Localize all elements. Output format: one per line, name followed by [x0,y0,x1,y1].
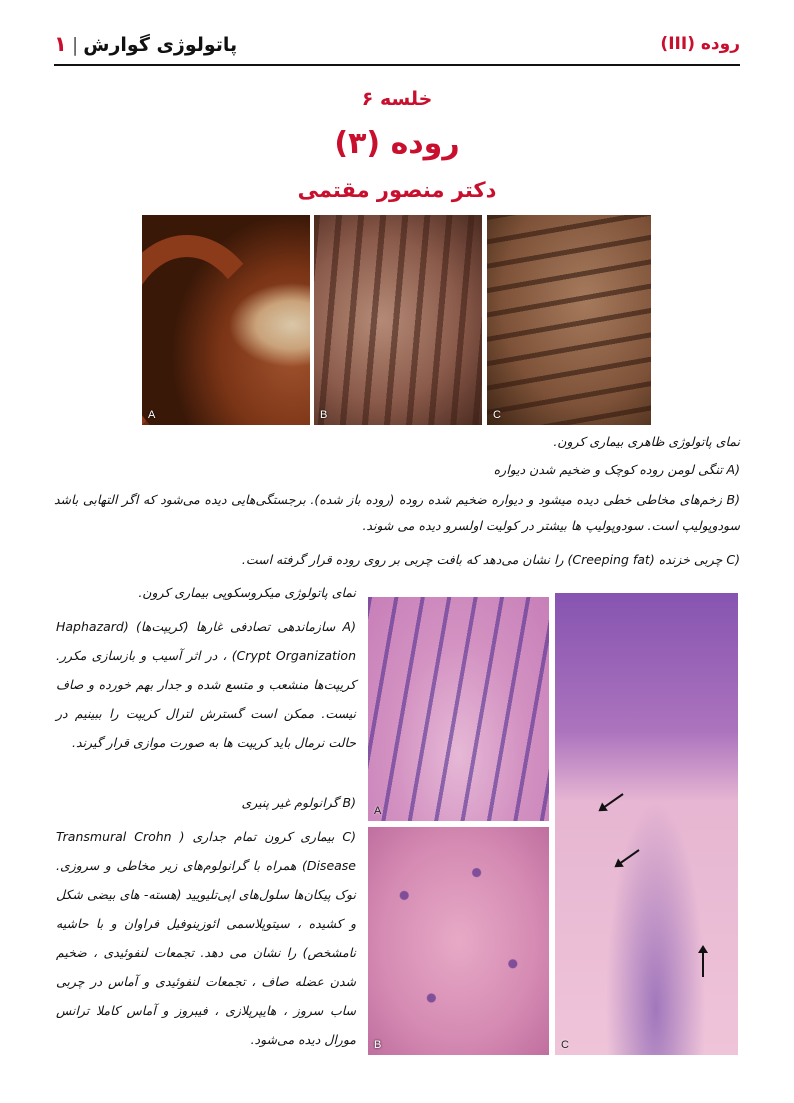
histology-photo-c [555,593,738,1055]
macro-caption-b: (B زخم‌های مخاطی خطی دیده میشود و دیواره ضخیم شده روده (روده باز شده). برجستگی‌هایی دیده می‌شود که اگر التهابی باشد سودوپولیپ است. سودوپولیپ ها بیشتر در کولیت اولسرو دیده می شوند. [54,492,740,533]
header-divider: | [71,34,79,56]
micro-caption-b: (B گرانولوم غیر پنیری [241,795,356,810]
macro-caption-intro: نمای پاتولوژی ظاهری بیماری کرون. [553,434,740,449]
histology-photo-b [368,827,549,1055]
bowel-wall-shape [142,235,272,425]
publication-name: پاتولوژی گوارش [83,34,238,56]
page-title: روده (۳) [334,126,460,161]
macro-photo-a [142,215,310,425]
micro-caption-intro: نمای پاتولوژی میکروسکوپی بیماری کرون. [138,585,356,600]
macro-label-a: A [148,409,156,421]
page-header [54,26,740,66]
author-name: دکتر منصور مقتمی [297,178,497,202]
micro-label-b: B [374,1039,382,1051]
arrow-marker [615,849,639,867]
macro-photo-c [487,215,651,425]
macro-caption-a: (A تنگی لومن روده کوچک و ضخیم شدن دیواره [493,462,740,477]
micro-caption-c: (C بیماری کرون تمام جداری ( Transmural Crohn Disease) همراه با گرانولوم‌های زیر مخاطی و سروزی. نوک پیکان‌ها سلول‌های اپی‌تلیویید (هسته- های بیضی شکل و کشیده ، سیتوپلاسمی ائوزینوفیل فراوان و با حاشیه نامشخص) را نشان می دهد. تجمعات لنفوئیدی ، ضخیم شدن عضله صاف ، تجمعات لنفوئیدی و آماس در چربی ساب سروز ، هایپرپلازی ، فیبروز و آماس کاملا ترانس مورال دیده می‌شود. [56,829,356,1047]
macro-caption-c: (C چربی خزنده (Creeping fat) را نشان می‌دهد که بافت چربی بر روی روده قرار گرفته است. [241,552,740,567]
micro-label-a: A [374,805,382,817]
histology-photo-a [368,597,549,821]
header-publication [54,32,237,56]
macro-photo-b [314,215,482,425]
arrow-marker [702,947,704,977]
micro-label-c: C [561,1039,569,1051]
section-title: روده (III) [660,34,740,54]
session-label: خلسه ۶ [361,88,433,110]
page-number: ۱ [54,32,67,56]
header-rule [54,64,740,66]
macro-label-b: B [320,409,328,421]
macro-label-c: C [493,409,501,421]
arrow-marker [599,793,623,811]
micro-caption-a: (A سازماندهی تصادفی غارها (کریپت‌ها) (Haphazard Crypt Organization) ، در اثر آسیب و بازسازی مکرر. کریپت‌ها منشعب و متسع شده و جدار بهم خورده و صاف نیست. ممکن است گسترش لترال کریپت را ببینیم در حالت نرمال باید کریپت ها به صورت موازی قرار گیرند. [56,619,356,750]
